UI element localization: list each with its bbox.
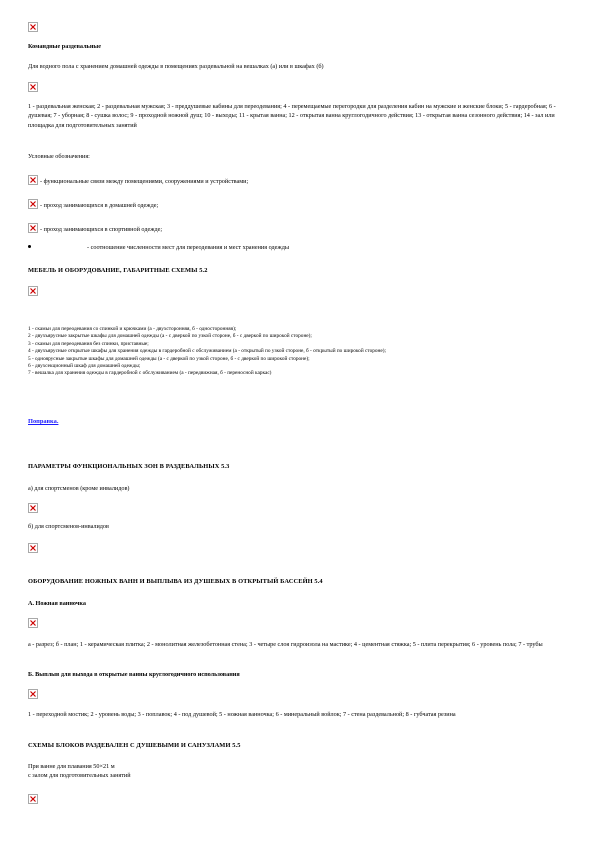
- list-item: 7 - вешалка для хранения одежды в гардеробной с обслуживанием (а - передвижная, б - переносной каркас): [28, 370, 272, 377]
- legend-text: 1 - раздевальная женская; 2 - раздевальная мужская; 3 - преддушевые кабины для переодевания; 4 - перемещаемые перегородки для разделения кабин на мужские и женские блоки; 5 - гардеробная; 6 - душевая; 7 - уборная; 8 - сушка волос; 9 - проходной ножной душ; 10 - выходы; 11 - крытая ванна; 12 - открытая ванна круглогодичного действия; 13 - открытая ванна сезонного действия; 14 - зал или площадка для подготовительных занятий: [28, 103, 556, 129]
- section-title: ОБОРУДОВАНИЕ НОЖНЫХ ВАНН И ВЫПЛЫВА ИЗ ДУШЕВЫХ В ОТКРЫТЫЙ БАССЕЙН 5.4: [28, 578, 323, 585]
- broken-image-icon: [28, 618, 38, 628]
- amendment-link-row: [28, 410, 573, 428]
- broken-image-icon: [28, 689, 38, 699]
- list-item: 6 - двухсекционный шкаф для домашней одежды;: [28, 363, 141, 370]
- legend-text: а - разрез; б - план; 1 - керамическая плитка; 2 - монолитная железобетонная стена; 3 - четыре слоя гидроизола на мастике; 4 - цементная стяжка; 5 - плита перекрытия; 6 - уровень пола; 7 - трубы: [28, 641, 543, 648]
- list-item: 3 - скамьи для переодевания без спинки, приставные;: [28, 340, 149, 347]
- list-item: 1 - скамьи для переодевания со спинкой и крючками (а - двухсторонняя, б - односторонняя);: [28, 326, 237, 332]
- block-scheme-caption: При ванне для плавания 50×21 м с залом для подготовительных занятий: [28, 763, 131, 780]
- subsection-b-title: Б. Выплыв для выхода в открытые ванны круглогодичного использования: [28, 671, 240, 678]
- list-item: 2 - двухъярусные закрытые шкафы для домашней одежды (а - с дверкой по узкой стороне, б - с дверкой по широкой стороне);: [28, 333, 312, 340]
- legend-text: 1 - переходной мостик; 2 - уровень воды; 3 - поплавок; 4 - под душевой; 5 - ножная ванночка; 6 - минеральный войлок; 7 - стена раздевальной; 8 - губчатая резина: [28, 711, 456, 718]
- broken-image-icon: [28, 794, 38, 804]
- amendment-link[interactable]: Поправка.: [28, 418, 59, 425]
- symbols-label: Условные обозначения:: [28, 153, 90, 160]
- broken-image-icon: [28, 503, 38, 513]
- intro-text: Для водного пола с хранением домашней одежды в помещениях раздевальной на вешалках (а) или в шкафах (б): [28, 63, 324, 70]
- section-title: ПАРАМЕТРЫ ФУНКЦИОНАЛЬНЫХ ЗОН В РАЗДЕВАЛЬНЫХ 5.3: [28, 463, 230, 470]
- zone-a-label: а) для спортсменов (кроме инвалидов): [28, 485, 130, 492]
- symbol-row: - функциональные связи между помещениями, сооружениями и устройствами;: [28, 175, 573, 186]
- list-item: 4 - двухъярусные открытые шкафы для хранения одежды в гардеробной с обслуживанием (а - открытый по узкой стороне, б - открытый по широкой стороне);: [28, 348, 386, 355]
- list-item: 5 - одноярусные закрытые шкафы для домашней одежды (а - с дверкой по узкой стороне, б - с дверкой по широкой стороне);: [28, 355, 310, 362]
- section-title: МЕБЕЛЬ И ОБОРУДОВАНИЕ, ГАБАРИТНЫЕ СХЕМЫ 5.2: [28, 267, 208, 274]
- broken-image-icon: [28, 199, 38, 209]
- zone-b-label: б) для спортсменов-инвалидов: [28, 523, 109, 530]
- broken-image-icon: [28, 22, 38, 32]
- broken-image-icon: [28, 543, 38, 553]
- bullet-row: - соотношение численности мест для переодевания и мест хранения одежды: [28, 243, 573, 252]
- section-title: Командные раздевальные: [28, 43, 101, 50]
- symbol-row: - проход занимающихся в домашней одежде;: [28, 199, 573, 210]
- furniture-list: [28, 326, 573, 378]
- broken-image-icon: [28, 223, 38, 233]
- subsection-a-title: А. Ножная ванночка: [28, 600, 86, 607]
- broken-image-icon: [28, 82, 38, 92]
- section-title: СХЕМЫ БЛОКОВ РАЗДЕВАЛЕН С ДУШЕВЫМИ И САНУЗЛАМИ 5.5: [28, 742, 241, 749]
- bullet-icon: [28, 245, 31, 248]
- symbol-row: - проход занимающихся в спортивной одежде;: [28, 223, 573, 234]
- broken-image-icon: [28, 286, 38, 296]
- broken-image-icon: [28, 175, 38, 185]
